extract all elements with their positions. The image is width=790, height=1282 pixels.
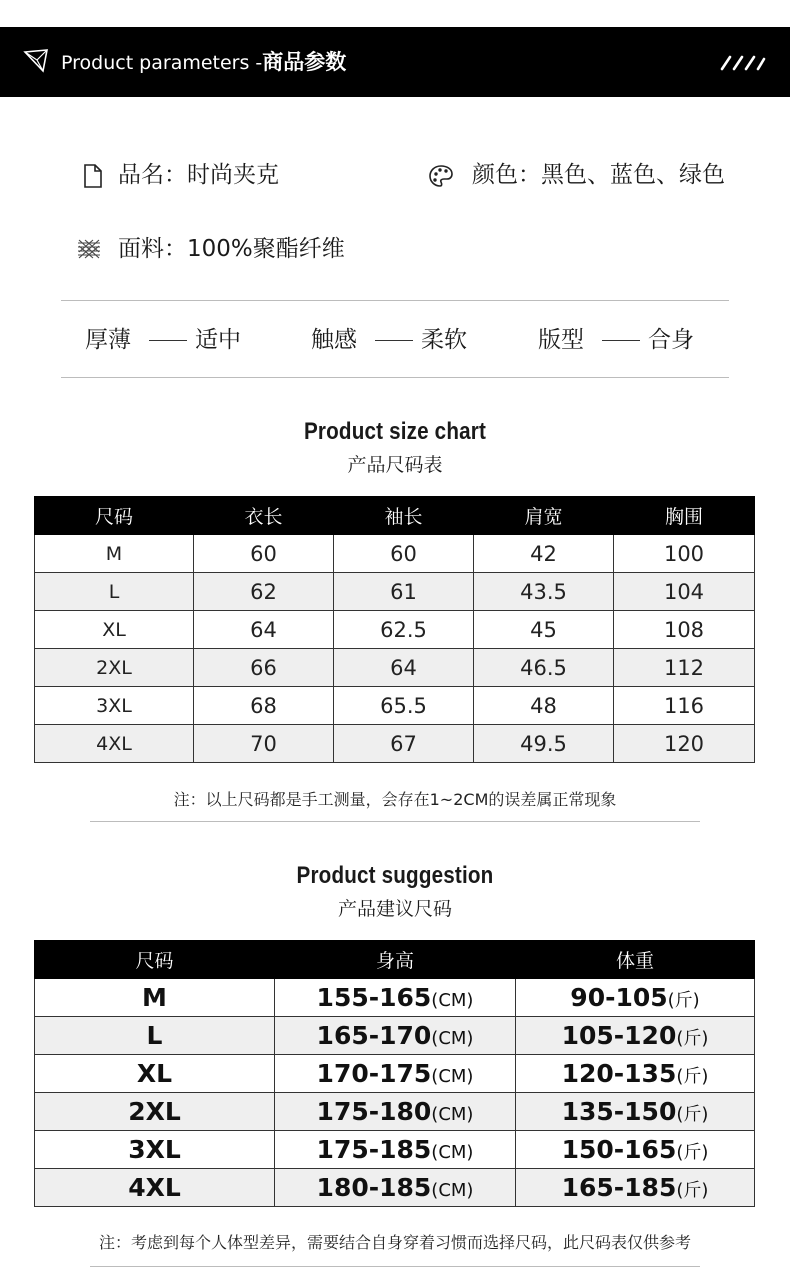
size-chart-title: Product size chart [303,418,487,445]
attribute-row [0,318,790,362]
dash-line [149,340,187,341]
weight-unit: (斤) [676,1028,709,1049]
suggestion-table [34,940,755,1207]
table-cell: M [35,535,194,573]
height-unit: (CM) [431,1104,474,1125]
height-unit: (CM) [431,1066,474,1087]
table-cell: 64 [194,611,334,649]
table-row [35,1093,755,1131]
header-cell: 肩宽 [474,497,614,535]
height-value: 175-185 [316,1135,432,1164]
attribute-fit [538,318,694,362]
table-cell [516,1055,755,1093]
weight-value: 120-135 [561,1059,677,1088]
table-cell: 67 [334,725,474,763]
slashes-icon [720,53,766,71]
table-cell: 3XL [35,687,194,725]
table-cell [516,979,755,1017]
header-cell: 尺码 [35,941,275,979]
document-icon [80,163,106,189]
table-header-row [35,497,755,535]
table-cell: 45 [474,611,614,649]
header-title [61,27,346,97]
table-cell: 62 [194,573,334,611]
weight-unit: (斤) [676,1104,709,1125]
header-bar [0,27,790,97]
table-cell: 48 [474,687,614,725]
divider [90,1266,700,1267]
attribute-name: 版型 [538,327,584,353]
table-row [35,687,755,725]
attribute-touch [311,318,467,362]
table-cell [275,979,516,1017]
weight-value: 90-105 [570,983,668,1012]
table-cell: 120 [614,725,755,763]
weight-value: 165-185 [561,1173,677,1202]
dash-line [375,340,413,341]
table-row [35,1169,755,1207]
table-cell: 64 [334,649,474,687]
fabric-icon [76,237,102,263]
height-value: 175-180 [316,1097,432,1126]
table-cell [516,1093,755,1131]
header-cell: 体重 [516,941,755,979]
table-cell [275,1131,516,1169]
size-chart-note: 注：以上尺码都是手工测量，会存在1~2CM的误差属正常现象 [173,790,617,809]
table-cell: XL [35,1055,275,1093]
header-cell: 尺码 [35,497,194,535]
suggestion-title: Product suggestion [296,862,494,889]
table-row [35,1017,755,1055]
weight-unit: (斤) [676,1142,709,1163]
palette-icon [428,163,454,189]
attribute-name: 厚薄 [85,327,131,353]
table-cell [275,1093,516,1131]
height-value: 170-175 [316,1059,432,1088]
weight-value: 150-165 [561,1135,677,1164]
table-cell: M [35,979,275,1017]
table-row [35,649,755,687]
table-cell: 68 [194,687,334,725]
table-row [35,611,755,649]
table-cell: 60 [194,535,334,573]
table-cell [516,1017,755,1055]
table-cell [275,1055,516,1093]
attribute-value: 柔软 [421,327,467,353]
weight-value: 105-120 [561,1021,677,1050]
suggestion-note: 注：考虑到每个人体型差异，需要结合自身穿着习惯而选择尺码，此尺码表仅供参考 [98,1233,691,1252]
divider [61,377,729,378]
height-unit: (CM) [431,1180,474,1201]
header-cell: 袖长 [334,497,474,535]
shield-logo-icon [22,47,50,75]
table-row [35,725,755,763]
weight-unit: (斤) [667,990,700,1011]
colors-text: 颜色：黑色、蓝色、绿色 [472,162,725,188]
table-cell: 108 [614,611,755,649]
table-cell: 62.5 [334,611,474,649]
attribute-name: 触感 [311,327,357,353]
height-value: 165-170 [316,1021,432,1050]
header-title-cn: 商品参数 [262,50,347,74]
product-name-text: 品名：时尚夹克 [118,162,279,188]
fabric-text: 面料：100%聚酯纤维 [118,236,345,262]
table-cell: 2XL [35,1093,275,1131]
table-header-row [35,941,755,979]
table-cell: 70 [194,725,334,763]
table-row [35,1055,755,1093]
table-cell: 3XL [35,1131,275,1169]
height-unit: (CM) [431,1028,474,1049]
table-cell: 60 [334,535,474,573]
table-cell [275,1017,516,1055]
header-cell: 衣长 [194,497,334,535]
table-cell: 116 [614,687,755,725]
table-cell [516,1131,755,1169]
size-chart-subtitle: 产品尺码表 [347,454,443,476]
attribute-value: 适中 [195,327,241,353]
table-row [35,535,755,573]
height-value: 180-185 [316,1173,432,1202]
height-value: 155-165 [316,983,432,1012]
table-cell: XL [35,611,194,649]
table-cell: 104 [614,573,755,611]
table-cell: L [35,573,194,611]
table-cell: 49.5 [474,725,614,763]
suggestion-subtitle: 产品建议尺码 [337,898,452,920]
table-cell: 4XL [35,725,194,763]
table-cell: 2XL [35,649,194,687]
divider [61,300,729,301]
table-cell: 66 [194,649,334,687]
header-cell: 胸围 [614,497,755,535]
height-unit: (CM) [431,990,474,1011]
attribute-thickness [85,318,241,362]
table-cell [516,1169,755,1207]
size-chart-table [34,496,755,763]
weight-value: 135-150 [561,1097,677,1126]
table-row [35,573,755,611]
table-cell: 61 [334,573,474,611]
table-cell: 112 [614,649,755,687]
table-cell: 4XL [35,1169,275,1207]
table-cell: 43.5 [474,573,614,611]
table-cell: L [35,1017,275,1055]
height-unit: (CM) [431,1142,474,1163]
divider [90,821,700,822]
weight-unit: (斤) [676,1066,709,1087]
dash-line [602,340,640,341]
weight-unit: (斤) [676,1180,709,1201]
table-row [35,1131,755,1169]
table-cell: 46.5 [474,649,614,687]
table-cell: 65.5 [334,687,474,725]
table-cell [275,1169,516,1207]
header-title-en: Product parameters - [61,52,263,74]
table-cell: 42 [474,535,614,573]
header-cell: 身高 [275,941,516,979]
attribute-value: 合身 [648,327,694,353]
table-cell: 100 [614,535,755,573]
table-row [35,979,755,1017]
